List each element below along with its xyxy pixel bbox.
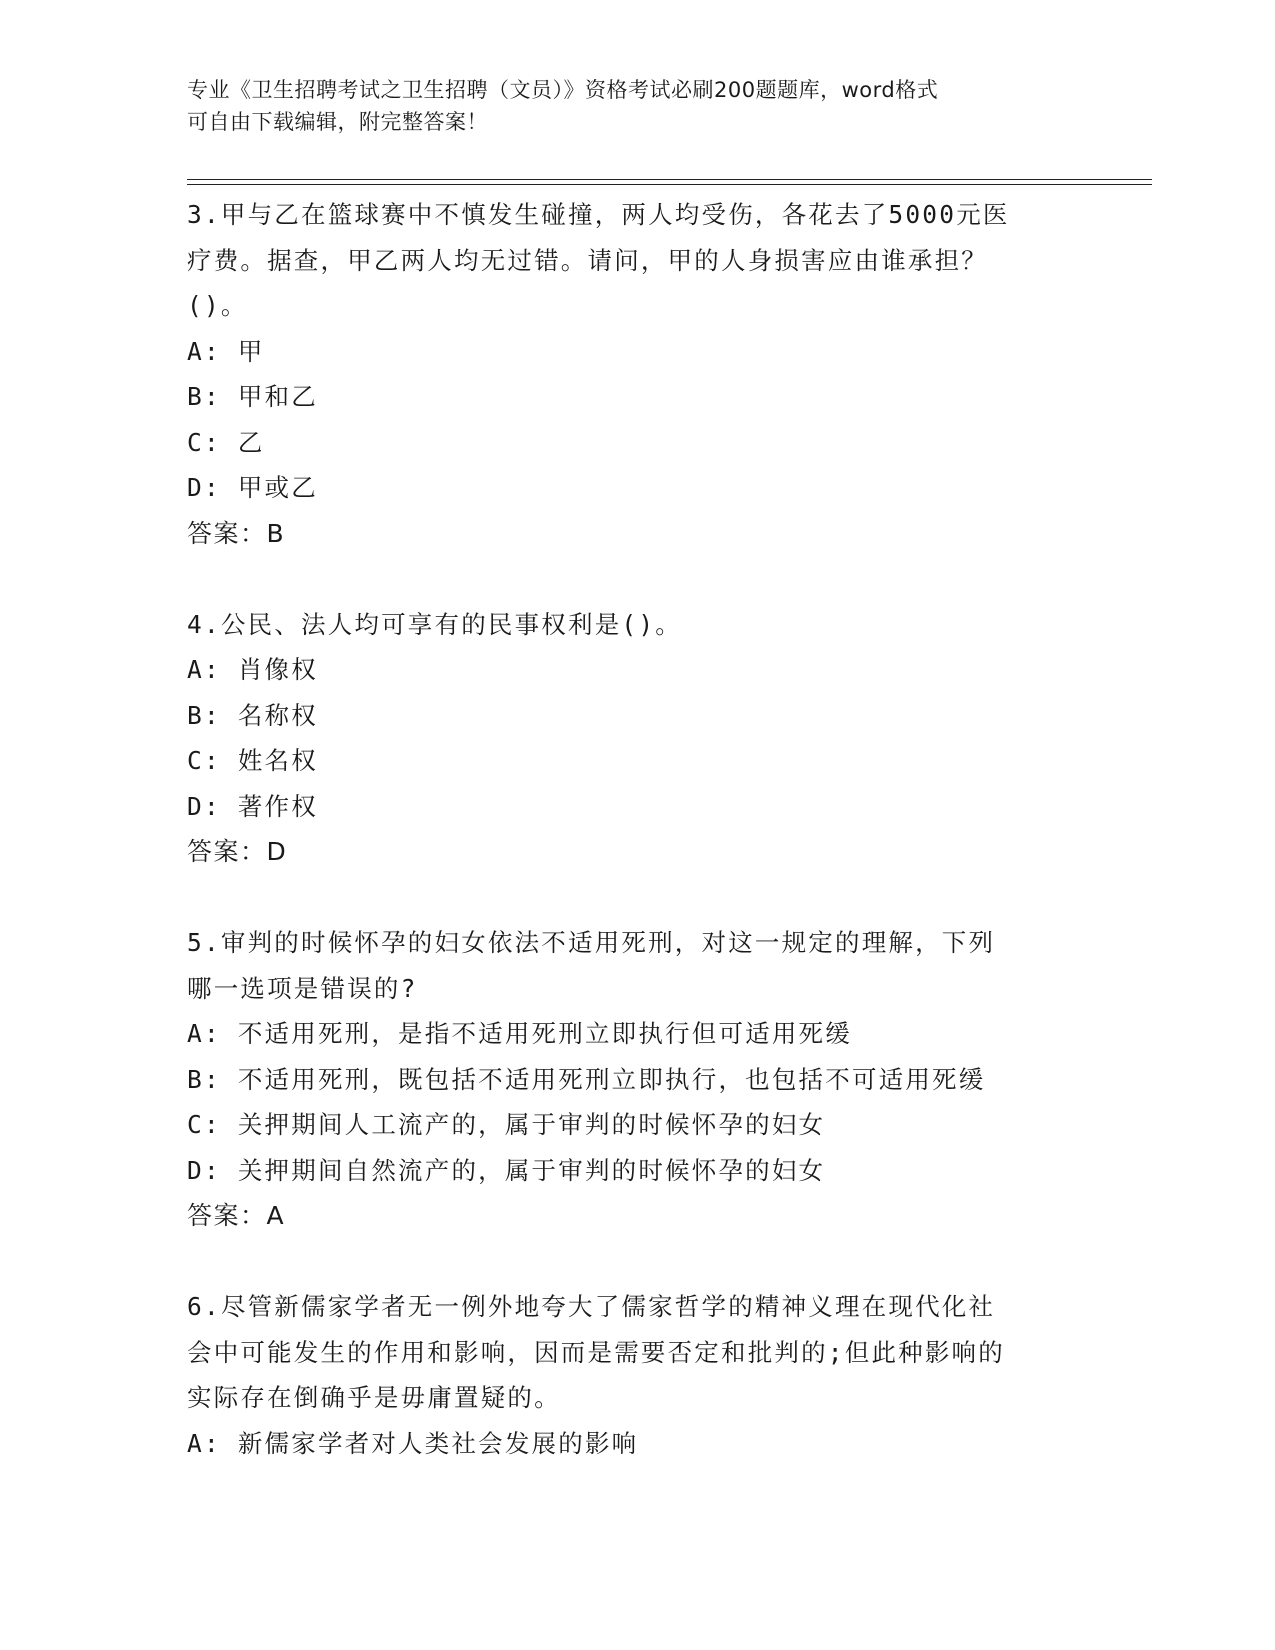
stem-line: 会中可能发生的作用和影响，因而是需要否定和批判的;但此种影响的 (187, 1337, 1005, 1367)
question-3 (187, 192, 1087, 557)
stem-line: 5.审判的时候怀孕的妇女依法不适用死刑，对这一规定的理解，下列 (187, 928, 996, 957)
question-4 (187, 602, 1087, 876)
question-list (187, 192, 1087, 1511)
option-c: C: 关押期间人工流产的，属于审判的时候怀孕的妇女 (187, 1110, 826, 1139)
option-a: A: 肖像权 (187, 655, 318, 684)
question-stem (187, 1284, 1087, 1421)
option-c: C: 姓名权 (187, 746, 318, 775)
answer: 答案：B (187, 518, 286, 548)
answer: 答案：D (187, 837, 288, 866)
option-a: A: 甲 (187, 336, 265, 366)
option-b: B: 甲和乙 (187, 382, 318, 411)
document-header (187, 74, 1067, 138)
option-d: D: 著作权 (187, 791, 318, 821)
question-5 (187, 920, 1087, 1239)
header-divider-bottom (187, 184, 1152, 185)
stem-line: 哪一选项是错误的? (187, 973, 418, 1003)
option-a: A: 不适用死刑，是指不适用死刑立即执行但可适用死缓 (187, 1019, 852, 1048)
stem-line: 疗费。据查，甲乙两人均无过错。请问，甲的人身损害应由谁承担？ (187, 245, 988, 275)
stem-line: 3.甲与乙在篮球赛中不慎发生碰撞，两人均受伤，各花去了5000元医 (187, 200, 1010, 229)
header-divider-top (187, 179, 1152, 180)
question-6 (187, 1284, 1087, 1466)
option-b: B: 不适用死刑，既包括不适用死刑立即执行，也包括不可适用死缓 (187, 1064, 986, 1094)
header-line-1: 专业《卫生招聘考试之卫生招聘（文员）》资格考试必刷200题题库，word格式 (187, 78, 939, 102)
answer: 答案：A (187, 1201, 286, 1230)
stem-line: ()。 (187, 291, 248, 320)
question-stem (187, 920, 1087, 1011)
question-stem (187, 192, 1087, 329)
option-b: B: 名称权 (187, 700, 318, 730)
option-c: C: 乙 (187, 427, 265, 457)
stem-line: 4.公民、法人均可享有的民事权利是()。 (187, 609, 682, 639)
stem-line: 6.尽管新儒家学者无一例外地夸大了儒家哲学的精神义理在现代化社 (187, 1292, 996, 1321)
stem-line: 实际存在倒确乎是毋庸置疑的。 (187, 1383, 561, 1412)
question-stem (187, 602, 1087, 648)
option-a: A: 新儒家学者对人类社会发展的影响 (187, 1428, 639, 1458)
header-line-2: 可自由下载编辑，附完整答案！ (187, 110, 488, 134)
option-d: D: 甲或乙 (187, 473, 318, 502)
option-d: D: 关押期间自然流产的，属于审判的时候怀孕的妇女 (187, 1155, 826, 1185)
